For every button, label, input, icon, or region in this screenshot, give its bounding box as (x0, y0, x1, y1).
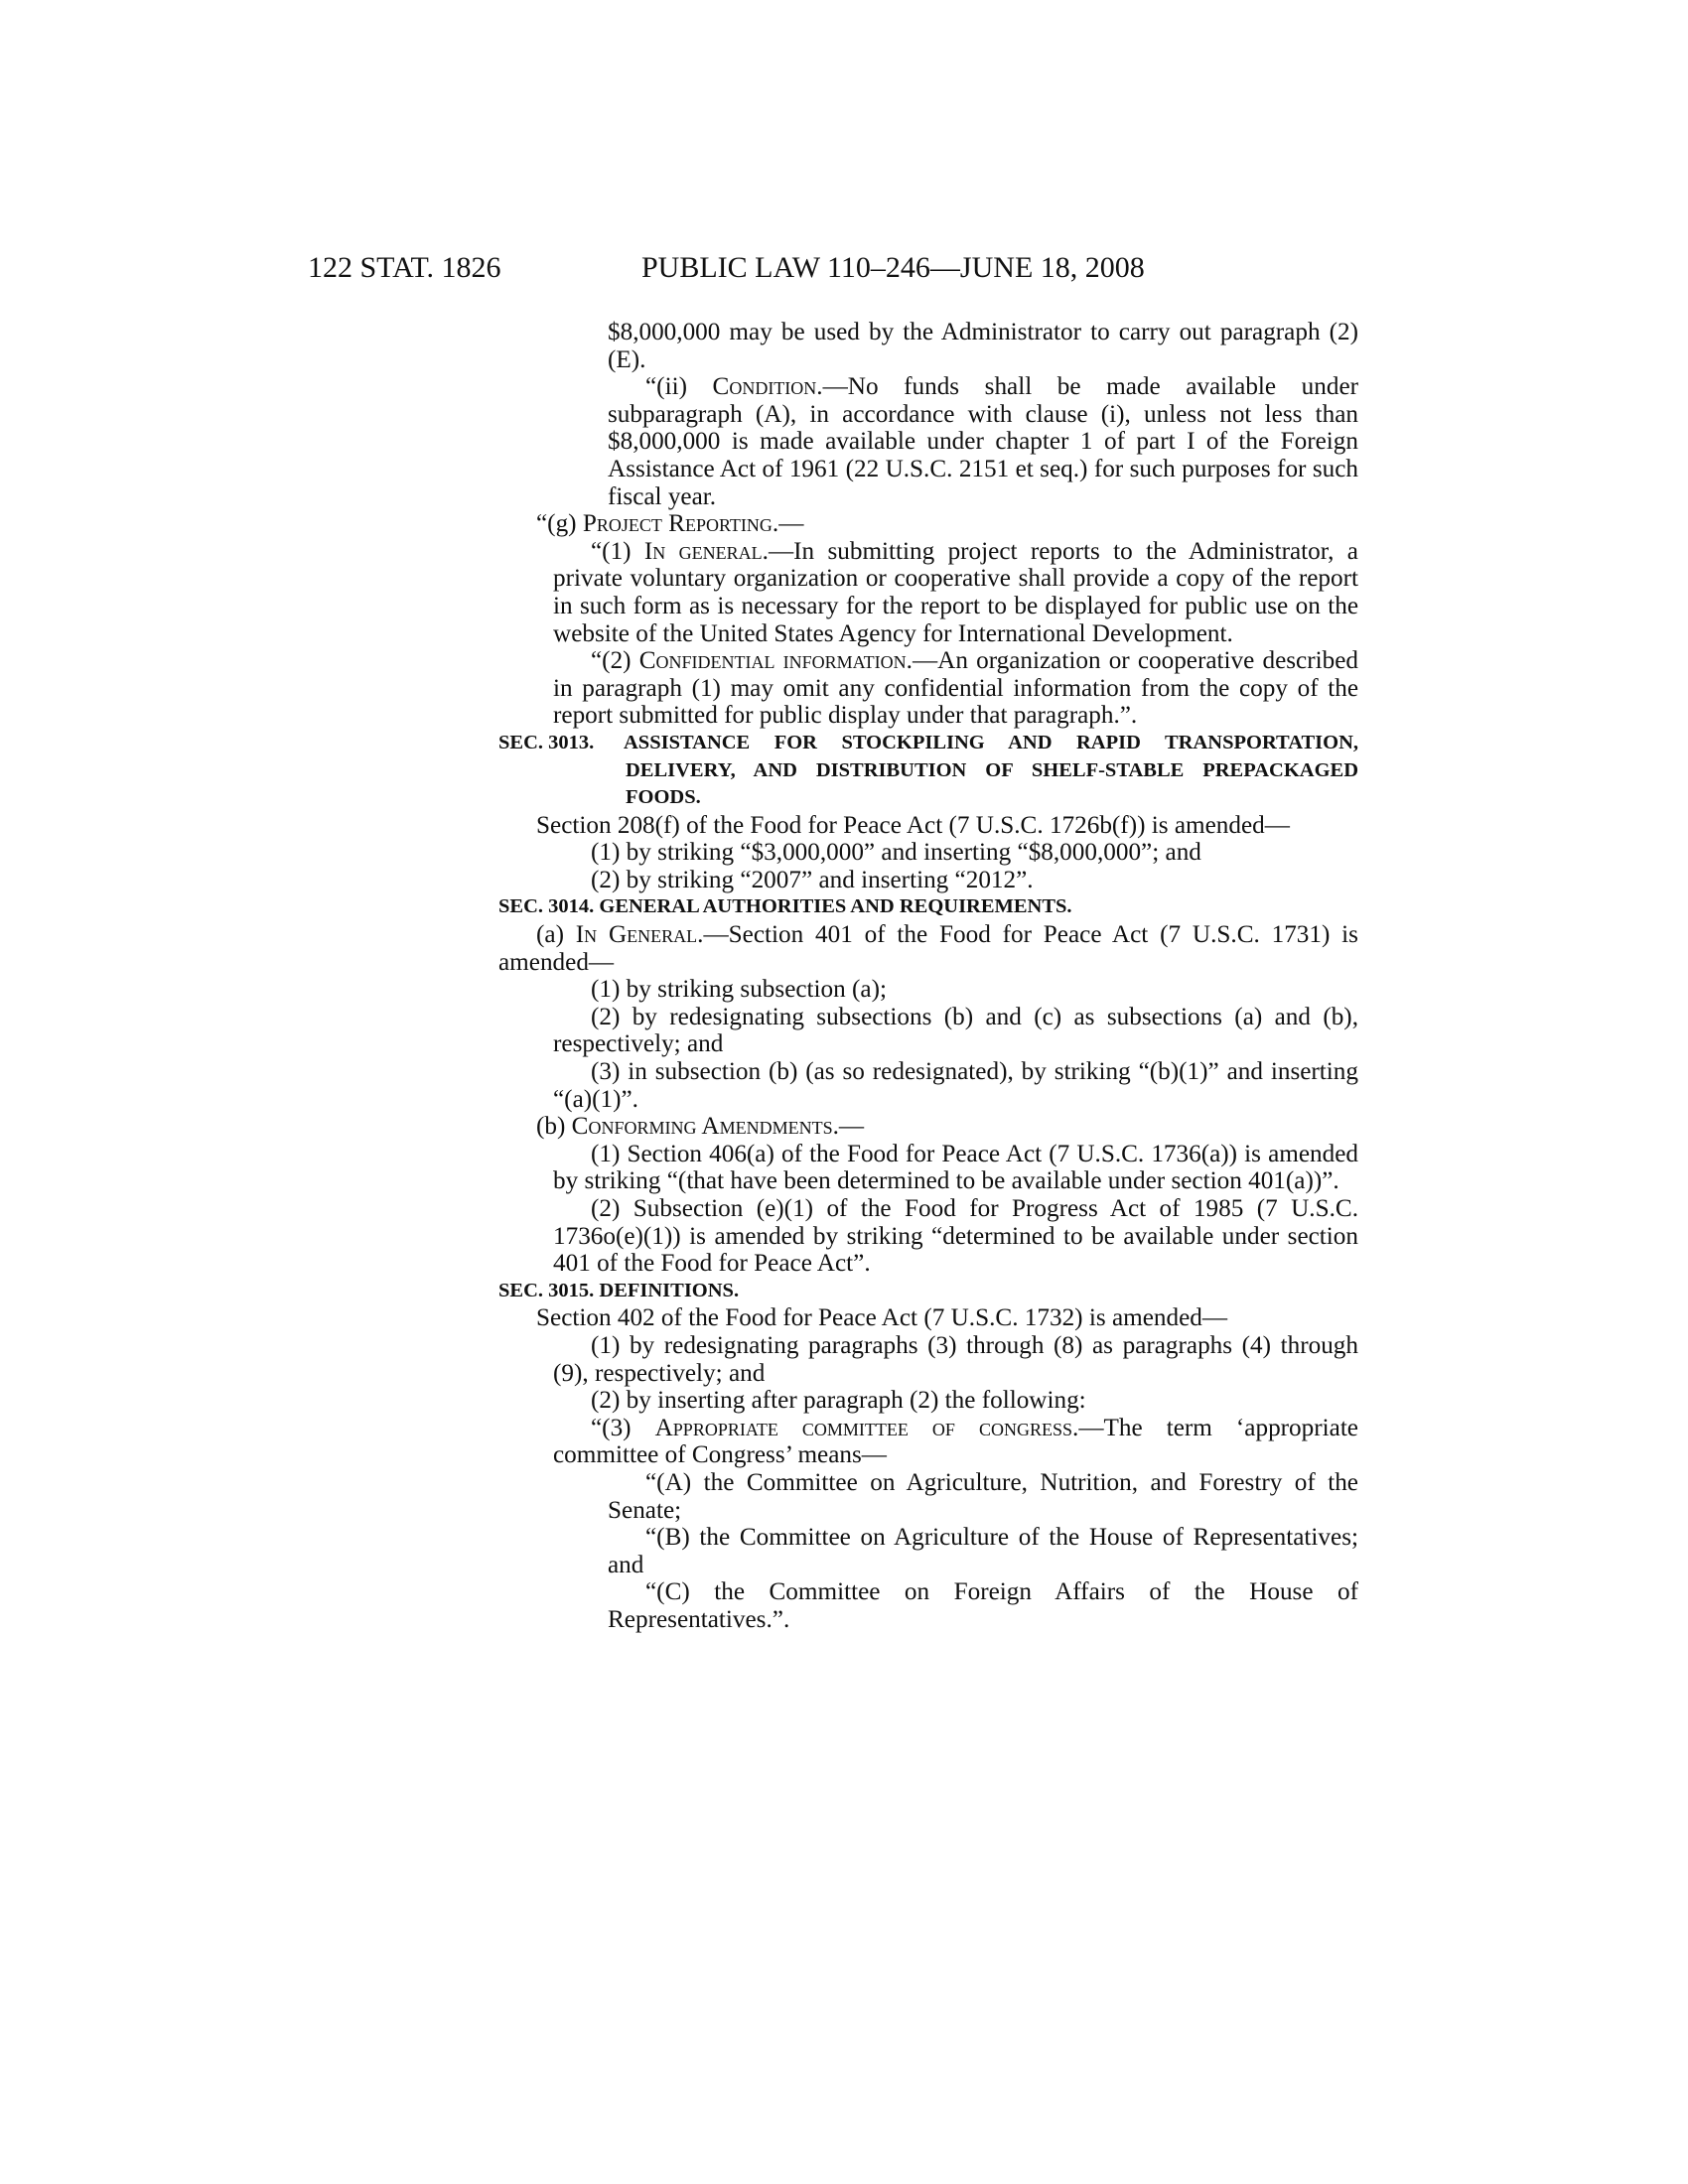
statute-citation: 122 STAT. 1826 (308, 251, 501, 284)
subsection-dash: .— (772, 510, 804, 538)
section-3014-a-item-1: (1) by striking subsection (a); (591, 976, 887, 1004)
paragraph-g2 (498, 647, 1358, 730)
section-3014-a-item-3: (3) in subsection (b) (as so redesignated), by striking “(b)(1)” and inserting “(a)(1)”. (553, 1058, 1358, 1113)
subsection-number: (a) (536, 921, 576, 949)
subsection-text: .—Section 401 of the Food for Peace Act (7 U.S.C. 1731) is amended— (498, 921, 1358, 976)
section-3014-subsection-a (498, 921, 1358, 976)
section-3015-subparagraph-b: “(B) the Committee on Agriculture of the House of Representatives; and (608, 1524, 1358, 1578)
subsection-number: (b) (536, 1113, 572, 1141)
paragraph-heading: Appropriate committee of congress (654, 1414, 1073, 1441)
section-number: SEC. 3013. (498, 731, 595, 753)
clause-text: .—No funds shall be made available under subparagraph (A), in accordance with clause (i), unless not less than $8,000,000 is made available under chapter 1 of part I of the Foreign Assistance Act of 1961 (22 U.S.C. 2151 et seq.) for such purposes for such fiscal year. (608, 373, 1359, 510)
section-3015-subparagraph-a: “(A) the Committee on Agriculture, Nutrition, and Forestry of the Senate; (608, 1468, 1358, 1524)
section-title: ASSISTANCE FOR STOCKPILING AND RAPID TRANSPORTATION, DELIVERY, AND DISTRIBUTION OF SHELF-STABLE PREPACKAGED FOODS. (624, 731, 1358, 809)
subsection-dash: .— (832, 1113, 865, 1141)
clause-number: “(ii) (645, 373, 713, 401)
document-body (498, 319, 1358, 1634)
subsection-heading: In General (575, 921, 698, 949)
public-law-title: PUBLIC LAW 110–246—JUNE 18, 2008 (641, 251, 1145, 284)
section-title: DEFINITIONS. (599, 1279, 740, 1301)
section-3014-b-item-1: (1) Section 406(a) of the Food for Peace Act (7 U.S.C. 1736(a)) is amended by striking “(that have been determined to be available under section 401(a))”. (553, 1140, 1358, 1195)
section-3015-subparagraph-c: “(C) the Committee on Foreign Affairs of the House of Representatives.”. (608, 1578, 1358, 1633)
clause-heading: Condition (712, 373, 817, 401)
paragraph-text: .—The term ‘appropriate committee of Congress’ means— (553, 1414, 1358, 1469)
section-3015-item-1: (1) by redesignating paragraphs (3) through (8) as paragraphs (4) through (9), respectively; and (553, 1331, 1358, 1387)
section-3015-heading (498, 1278, 1358, 1305)
paragraph-number: “(1) (591, 537, 644, 565)
subsection-g-heading (498, 510, 1358, 538)
section-3013-item-2: (2) by striking “2007” and inserting “2012”. (591, 866, 1034, 893)
subsection-number: “(g) (536, 510, 583, 538)
paragraph-heading: Confidential information (638, 647, 907, 675)
paragraph-text: .—In submitting project reports to the Administrator, a private voluntary organization or cooperative shall provide a copy of the report in such form as is necessary for the report to be displayed for public use on the website of the United States Agency for International Development. (553, 537, 1358, 647)
section-3015-intro: Section 402 of the Food for Peace Act (7 U.S.C. 1732) is amended— (536, 1304, 1228, 1332)
paragraph-number: “(2) (591, 647, 639, 675)
paragraph-g1 (498, 538, 1358, 647)
section-3015-paragraph-3 (498, 1415, 1358, 1469)
subsection-heading: Conforming Amendments (571, 1113, 833, 1141)
section-3013-item-1: (1) by striking “$3,000,000” and inserting “$8,000,000”; and (591, 839, 1201, 867)
section-3014-a-item-2: (2) by redesignating subsections (b) and (c) as subsections (a) and (b), respectively; and (553, 1003, 1358, 1058)
paragraph-heading: In general (643, 537, 763, 565)
section-3013-heading (498, 730, 1358, 812)
running-header (0, 248, 1688, 288)
paragraph-text: .—An organization or cooperative described in paragraph (1) may omit any confidential information from the copy of the report submitted for public display under that paragraph.”. (553, 647, 1358, 730)
subsection-heading: Project Reporting (582, 510, 773, 538)
paragraph-carryover: $8,000,000 may be used by the Administrator to carry out paragraph (2)(E). (608, 319, 1358, 373)
paragraph-number: “(3) (591, 1414, 655, 1441)
section-3014-b-item-2: (2) Subsection (e)(1) of the Food for Progress Act of 1985 (7 U.S.C. 1736o(e)(1)) is amended by striking “determined to be available under section 401 of the Food for Peace Act”. (553, 1195, 1358, 1278)
section-3015-item-2: (2) by inserting after paragraph (2) the following: (591, 1387, 1086, 1415)
clause-ii-condition (498, 373, 1358, 510)
section-3013-intro: Section 208(f) of the Food for Peace Act (7 U.S.C. 1726b(f)) is amended— (536, 811, 1290, 839)
section-3014-heading (498, 893, 1358, 921)
section-title: GENERAL AUTHORITIES AND REQUIREMENTS. (599, 895, 1072, 918)
section-3014-subsection-b (498, 1113, 1358, 1141)
section-number: SEC. 3014. (498, 895, 595, 918)
section-number: SEC. 3015. (498, 1279, 595, 1301)
